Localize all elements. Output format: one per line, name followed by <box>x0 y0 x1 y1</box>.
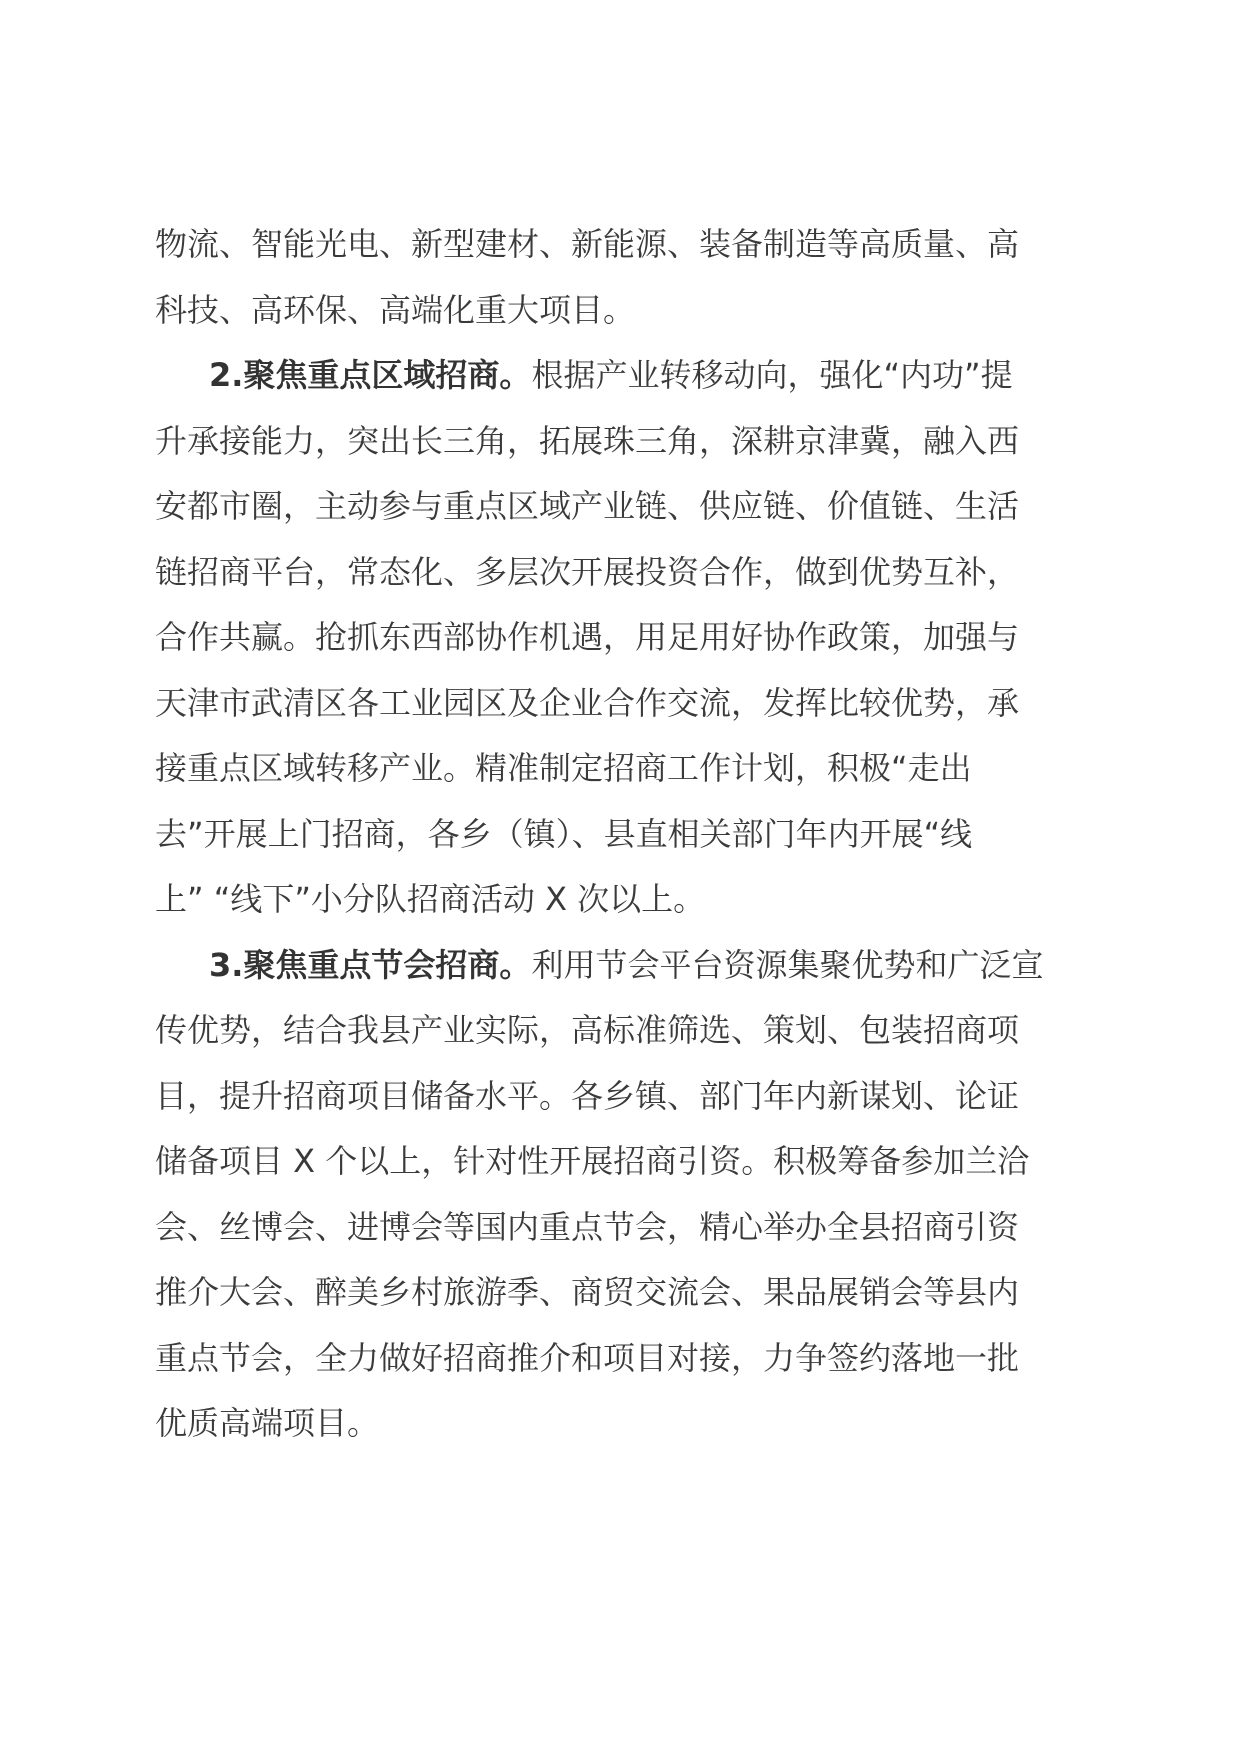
text-line: 重点节会，全力做好招商推介和项目对接，力争签约落地一批 <box>155 1338 1020 1377</box>
text-line: 合作共赢。抢抓东西部协作机遇，用足用好协作政策，加强与 <box>155 618 1020 656</box>
text-line: 去”开展上门招商，各乡（镇）、县直相关部门年内开展“线 <box>155 814 973 853</box>
paragraph-first-line <box>155 933 1085 999</box>
section-heading: 3.聚焦重点节会招商。 <box>209 945 532 984</box>
text-line: 接重点区域转移产业。精准制定招商工作计划，积极“走出 <box>155 749 972 787</box>
text-line: 优质高端项目。 <box>155 1404 380 1442</box>
text-line: 安都市圈，主动参与重点区域产业链、供应链、价值链、生活 <box>155 487 1020 525</box>
section-heading: 2.聚焦重点区域招商。 <box>209 356 532 394</box>
text-line: 科技、高环保、高端化重大项目。 <box>155 290 636 329</box>
text-run: 根据产业转移动向，强化“内功”提 <box>531 356 1013 394</box>
text-line: 天津市武清区各工业园区及企业合作交流，发挥比较优势，承 <box>155 683 1020 722</box>
text-line: 上” “线下”小分队招商活动 X 次以上。 <box>155 880 706 918</box>
paragraph-regional-investment <box>155 343 1085 933</box>
text-line: 物流、智能光电、新型建材、新能源、装备制造等高质量、高 <box>155 225 1020 263</box>
document-body <box>155 212 1085 1457</box>
text-run: 利用节会平台资源集聚优势和广泛宣 <box>531 945 1044 984</box>
text-line: 升承接能力，突出长三角，拓展珠三角，深耕京津冀，融入西 <box>155 421 1020 460</box>
text-line: 链招商平台，常态化、多层次开展投资合作，做到优势互补， <box>155 552 1020 591</box>
paragraph-festival-investment <box>155 933 1085 1457</box>
text-line: 储备项目 X 个以上，针对性开展招商引资。积极筹备参加兰洽 <box>155 1142 1030 1180</box>
text-line: 推介大会、醉美乡村旅游季、商贸交流会、果品展销会等县内 <box>155 1273 1020 1311</box>
text-line: 目，提升招商项目储备水平。各乡镇、部门年内新谋划、论证 <box>155 1076 1020 1115</box>
paragraph-continuation <box>155 212 1085 343</box>
text-line: 会、丝博会、进博会等国内重点节会，精心举办全县招商引资 <box>155 1207 1020 1246</box>
paragraph-first-line <box>155 343 1085 409</box>
text-line: 传优势，结合我县产业实际，高标准筛选、策划、包装招商项 <box>155 1011 1020 1049</box>
